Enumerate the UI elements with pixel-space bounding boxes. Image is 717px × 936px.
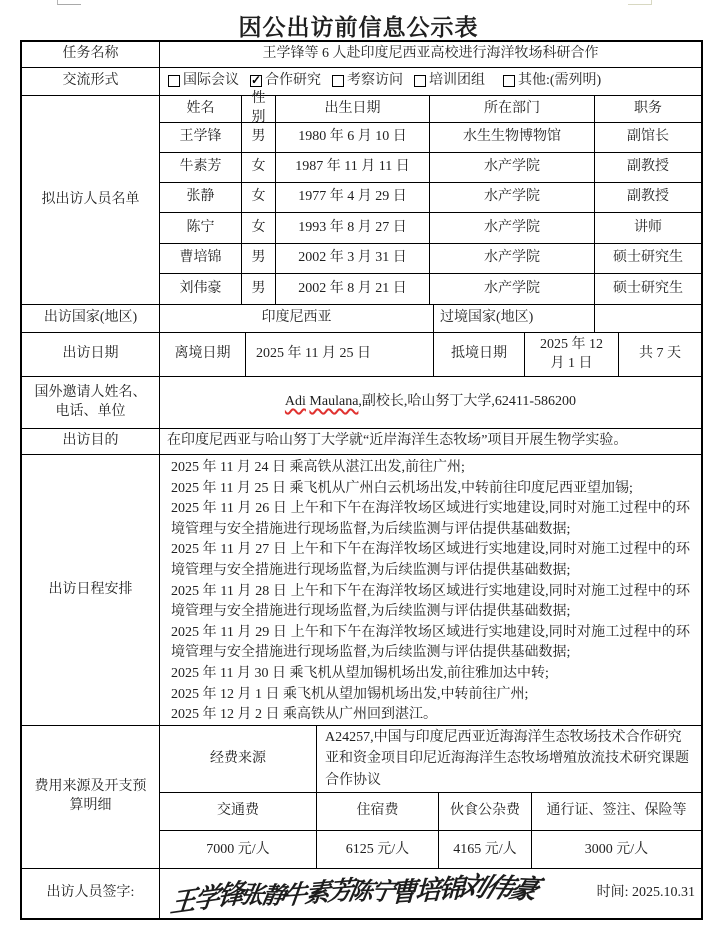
exchange-options: [160, 68, 701, 95]
funding-source-value: A24257,中国与印度尼西亚近海海洋生态牧场技术合作研究亚和资金项目印尼近海海洋生态牧场增殖放流技术研究课题合作协议: [325, 729, 689, 788]
signature-time: 时间: 2025.10.31: [596, 885, 695, 901]
expense-header-meals: 伙食公杂费: [439, 793, 532, 830]
signature-name: 牛素芳: [280, 877, 353, 912]
page-title: 因公出访前信息公示表: [238, 15, 479, 40]
arrival-date-value: 2025 年 12 月 1 日: [525, 333, 619, 376]
expense-value-visa: 3000 元/人: [584, 841, 649, 857]
cell-dept: 水产学院: [430, 274, 595, 305]
col-header-name: 姓名: [160, 96, 242, 122]
personnel-row: [160, 244, 701, 274]
invitee-label: 国外邀请人姓名、电话、单位: [22, 377, 160, 428]
cell-name: 陈宁: [160, 213, 242, 243]
checkbox-label: 合作研究: [265, 73, 321, 89]
cell-birth: 1977 年 4 月 29 日: [276, 183, 430, 212]
personnel-row: [160, 123, 701, 153]
task-name-row: [22, 42, 701, 68]
invitee-name-word: Maulana: [309, 394, 359, 410]
checkbox-item-other: [503, 72, 601, 91]
travel-dates-row: [22, 333, 701, 377]
cell-birth: 1980 年 6 月 10 日: [276, 123, 430, 152]
checkbox-label: 培训团组: [429, 73, 485, 89]
travel-dates-label: 出访日期: [22, 333, 160, 376]
itinerary-line: 2025 年 11 月 28 日 上午和下午在海洋牧场区域进行实地建设,同时对施工过程中的环境管理与安全措施进行现场监督,为后续监测与评估提供基础数据;: [171, 583, 690, 620]
purpose-value: 在印度尼西亚与哈山努丁大学就“近岸海洋生态牧场”项目开展生物学实验。: [167, 433, 628, 449]
itinerary-line: 2025 年 11 月 27 日 上午和下午在海洋牧场区域进行实地建设,同时对施工过程中的环境管理与安全措施进行现场监督,为后续监测与评估提供基础数据;: [171, 542, 690, 578]
expense-value-transport: 7000 元/人: [160, 831, 317, 869]
checkbox-checked-icon[interactable]: ✓: [250, 73, 262, 88]
invitee-name-word: Adi: [284, 394, 306, 410]
cell-birth: 1987 年 11 月 11 日: [276, 153, 430, 182]
itinerary-line: 2025 年 11 月 24 日 乘高铁从湛江出发,前往广州;: [171, 460, 465, 475]
col-header-gender: 性别: [242, 96, 276, 122]
cell-gender: 男: [242, 274, 276, 305]
itinerary-line: 2025 年 12 月 2 日 乘高铁从广州回到湛江。: [171, 707, 437, 723]
expense-header-transport: 交通费: [160, 793, 317, 830]
signature-label: 出访人员签字:: [22, 869, 160, 918]
checkbox-label: 考察访问: [347, 73, 403, 89]
expense-value-row: [160, 831, 701, 869]
itinerary-label: 出访日程安排: [22, 455, 160, 725]
checkbox-unchecked-icon[interactable]: [414, 75, 426, 87]
funding-source-row: [160, 726, 701, 793]
expense-header-row: [160, 793, 701, 831]
arrival-date-label: 抵境日期: [434, 333, 525, 376]
trip-duration: 共 7 天: [639, 346, 681, 362]
itinerary-line: 2025 年 11 月 25 日 乘飞机从广州白云机场出发,中转前往印度尼西亚望加锡;: [171, 480, 633, 496]
checkbox-item-cooperative-research: [250, 72, 321, 91]
col-header-dept: 所在部门: [430, 96, 595, 122]
col-header-title: 职务: [634, 100, 662, 116]
cell-title: 硕士研究生: [613, 281, 683, 297]
page-corner-mark-right: [628, 0, 652, 5]
task-name-value: 王学锋等 6 人赴印度尼西亚高校进行海洋牧场科研合作: [262, 46, 599, 62]
personnel-row: [160, 183, 701, 213]
purpose-label: 出访目的: [22, 429, 160, 454]
expense-header-visa: 通行证、签注、保险等: [546, 803, 687, 819]
personnel-row: [160, 274, 701, 305]
cell-title: 硕士研究生: [613, 250, 683, 266]
expense-value-lodging: 6125 元/人: [317, 831, 439, 869]
checkbox-item-training-group: [414, 72, 485, 91]
countries-row: [22, 305, 701, 333]
budget-section: [22, 726, 701, 869]
signature-row: [22, 869, 701, 918]
personnel-row: [160, 153, 701, 183]
signature-name: 刘伟豪: [456, 871, 542, 905]
cell-gender: 男: [242, 244, 276, 273]
col-header-birth: 出生日期: [276, 96, 430, 122]
cell-dept: 水产学院: [430, 244, 595, 273]
budget-label: 费用来源及开支预算明细: [22, 726, 160, 868]
cell-birth: 1993 年 8 月 27 日: [276, 213, 430, 243]
departure-date-label: 离境日期: [160, 333, 246, 376]
task-name-label: 任务名称: [22, 42, 160, 67]
cell-name: 刘伟豪: [160, 274, 242, 305]
destination-country-label: 出访国家(地区): [22, 305, 160, 332]
cell-dept: 水产学院: [430, 213, 595, 243]
destination-country-value: 印度尼西亚: [160, 305, 434, 332]
signature-area: [160, 869, 701, 918]
checkbox-item-inspection-visit: [332, 72, 403, 91]
exchange-type-row: [22, 68, 701, 96]
transit-country-value: [595, 305, 701, 332]
signature-name: 张静: [237, 882, 287, 911]
signature-name: 王学锋: [168, 878, 244, 919]
cell-title: 副教授: [627, 159, 669, 175]
personnel-header-row: [160, 91, 701, 125]
cell-dept: 水产学院: [430, 183, 595, 212]
transit-country-label: 过境国家(地区): [434, 305, 595, 332]
publicity-form-table: [20, 40, 703, 920]
cell-gender: 女: [242, 153, 276, 182]
cell-dept: 水产学院: [430, 153, 595, 182]
cell-dept: 水生生物博物馆: [430, 123, 595, 152]
invitee-value: [160, 377, 701, 428]
cell-title: 副教授: [627, 189, 669, 205]
cell-birth: 2002 年 8 月 21 日: [276, 274, 430, 305]
itinerary-line: 2025 年 11 月 29 日 上午和下午在海洋牧场区域进行实地建设,同时对施工过程中的环境管理与安全措施进行现场监督,为后续监测与评估提供基础数据;: [171, 624, 690, 661]
itinerary-line: 2025 年 11 月 26 日 上午和下午在海洋牧场区域进行实地建设,同时对施工过程中的环境管理与安全措施进行现场监督,为后续监测与评估提供基础数据;: [171, 501, 690, 537]
page-corner-mark-left: [57, 0, 81, 5]
checkbox-unchecked-icon[interactable]: [332, 75, 344, 87]
departure-date-value: 2025 年 11 月 25 日: [246, 333, 434, 376]
cell-name: 曹培锦: [160, 244, 242, 273]
funding-source-label: 经费来源: [160, 726, 317, 792]
expense-value-meals: 4165 元/人: [439, 831, 532, 869]
personnel-label: 拟出访人员名单: [22, 96, 160, 304]
checkbox-unchecked-icon[interactable]: [168, 75, 180, 87]
checkbox-label: 其他:(需列明): [518, 73, 602, 89]
handwritten-signatures: [168, 869, 542, 919]
cell-title: 讲师: [634, 219, 662, 235]
signature-name: 陈宁: [346, 879, 396, 906]
cell-gender: 女: [242, 183, 276, 212]
signature-name: 曹培锦: [390, 873, 464, 908]
cell-gender: 女: [242, 213, 276, 243]
itinerary-section: [22, 455, 701, 726]
cell-title: 副馆长: [627, 129, 669, 145]
itinerary-line: 2025 年 12 月 1 日 乘飞机从望加锡机场出发,中转前往广州;: [171, 686, 529, 702]
checkbox-item-international-conference: [168, 72, 239, 91]
cell-name: 王学锋: [160, 123, 242, 152]
checkbox-unchecked-icon[interactable]: [503, 75, 515, 87]
purpose-row: [22, 429, 701, 455]
invitee-row: [22, 377, 701, 429]
cell-birth: 2002 年 3 月 31 日: [276, 244, 430, 273]
cell-name: 牛素芳: [160, 153, 242, 182]
itinerary-line: 2025 年 11 月 30 日 乘飞机从望加锡机场出发,前往雅加达中转;: [171, 665, 549, 681]
checkbox-label: 国际会议: [183, 73, 239, 89]
cell-name: 张静: [160, 183, 242, 212]
personnel-section: [22, 91, 701, 305]
cell-gender: 男: [242, 123, 276, 152]
exchange-type-label: 交流形式: [22, 68, 160, 95]
personnel-row: [160, 213, 701, 244]
itinerary-text: [160, 455, 701, 725]
expense-header-lodging: 住宿费: [317, 793, 439, 830]
invitee-details: ,副校长,哈山努丁大学,62411-586200: [358, 394, 577, 410]
